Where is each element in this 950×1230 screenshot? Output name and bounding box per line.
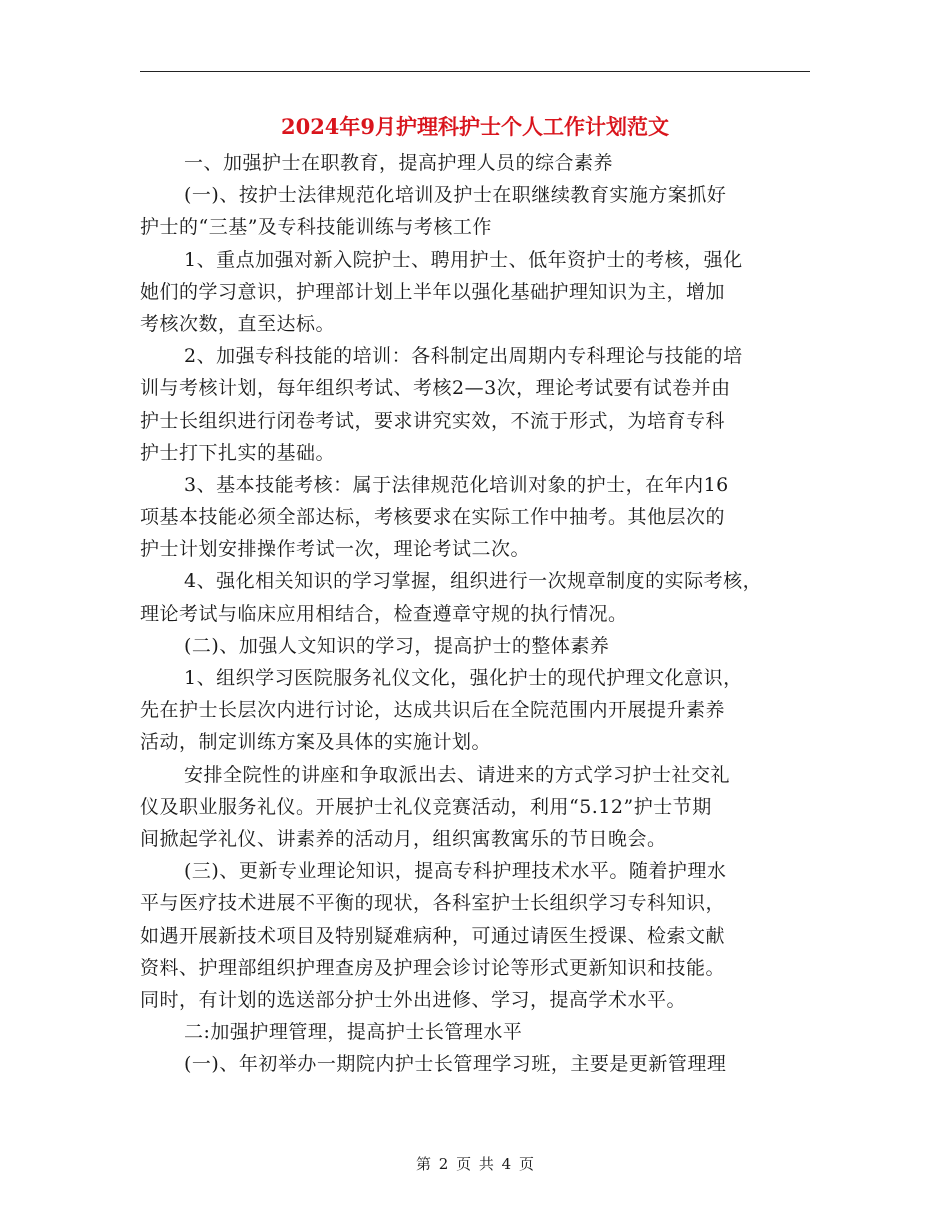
paragraph-line: 护士计划安排操作考试一次，理论考试二次。 xyxy=(140,538,531,561)
paragraph-line: 间掀起学礼仪、讲素养的活动月，组织寓教寓乐的节日晚会。 xyxy=(140,827,667,850)
page-footer: 第 2 页 共 4 页 xyxy=(416,1155,534,1173)
paragraph-line: 项基本技能必须全部达标，考核要求在实际工作中抽考。其他层次的 xyxy=(140,506,726,529)
paragraph-line: 仪及职业服务礼仪。开展护士礼仪竞赛活动，利用“5.12”护士节期 xyxy=(140,795,712,818)
paragraph-line: 护士的“三基”及专科技能训练与考核工作 xyxy=(140,216,492,239)
paragraph-line: 二:加强护理管理，提高护士长管理水平 xyxy=(184,1021,523,1044)
paragraph-line: 护士打下扎实的基础。 xyxy=(140,441,336,464)
paragraph-line: 1、组织学习医院服务礼仪文化，强化护士的现代护理文化意识， xyxy=(184,667,743,689)
paragraph-line: 1、重点加强对新入院护士、聘用护士、低年资护士的考核，强化 xyxy=(184,248,743,271)
paragraph-line: 理论考试与临床应用相结合，检查遵章守规的执行情况。 xyxy=(140,602,628,625)
document-body xyxy=(140,147,820,1080)
paragraph-line: 训与考核计划，每年组织考试、考核2—3次，理论考试要有试卷并由 xyxy=(140,377,731,400)
paragraph-line: 同时，有计划的选送部分护士外出进修、学习，提高学术水平。 xyxy=(140,988,687,1011)
paragraph-line: 先在护士长层次内进行讨论，达成共识后在全院范围内开展提升素养 xyxy=(140,699,726,722)
document-title: 2024年9月护理科护士个人工作计划范文 xyxy=(280,114,670,139)
paragraph-line: 一、加强护士在职教育，提高护理人员的综合素养 xyxy=(184,152,614,174)
paragraph-line: 活动，制定训练方案及具体的实施计划。 xyxy=(140,731,492,754)
paragraph-line: 她们的学习意识，护理部计划上半年以强化基础护理知识为主，增加 xyxy=(140,280,726,303)
paragraph-line: 2、加强专科技能的培训：各科制定出周期内专科理论与技能的培 xyxy=(184,345,743,368)
paragraph-line: (一)、按护士法律规范化培训及护士在职继续教育实施方案抓好 xyxy=(184,184,727,207)
paragraph-line: 护士长组织进行闭卷考试，要求讲究实效，不流于形式，为培育专科 xyxy=(140,409,726,432)
paragraph-line: 资料、护理部组织护理查房及护理会诊讨论等形式更新知识和技能。 xyxy=(140,956,726,979)
paragraph-line: 3、基本技能考核：属于法律规范化培训对象的护士，在年内16 xyxy=(184,473,729,496)
paragraph-line: 考核次数，直至达标。 xyxy=(140,312,336,335)
header-rule xyxy=(140,71,810,72)
paragraph-line: (二)、加强人文知识的学习，提高护士的整体素养 xyxy=(184,634,610,657)
paragraph-line: 如遇开展新技术项目及特别疑难病种，可通过请医生授课、检索文献 xyxy=(140,924,726,947)
paragraph-line: 安排全院性的讲座和争取派出去、请进来的方式学习护士社交礼 xyxy=(184,763,731,786)
paragraph-line: (一)、年初举办一期院内护士长管理学习班，主要是更新管理理 xyxy=(184,1053,727,1076)
paragraph-line: 平与医疗技术进展不平衡的现状，各科室护士长组织学习专科知识， xyxy=(140,892,726,915)
paragraph-line: 4、强化相关知识的学习掌握，组织进行一次规章制度的实际考核， xyxy=(184,570,763,593)
paragraph-line: (三)、更新专业理论知识，提高专科护理技术水平。随着护理水 xyxy=(184,860,727,883)
